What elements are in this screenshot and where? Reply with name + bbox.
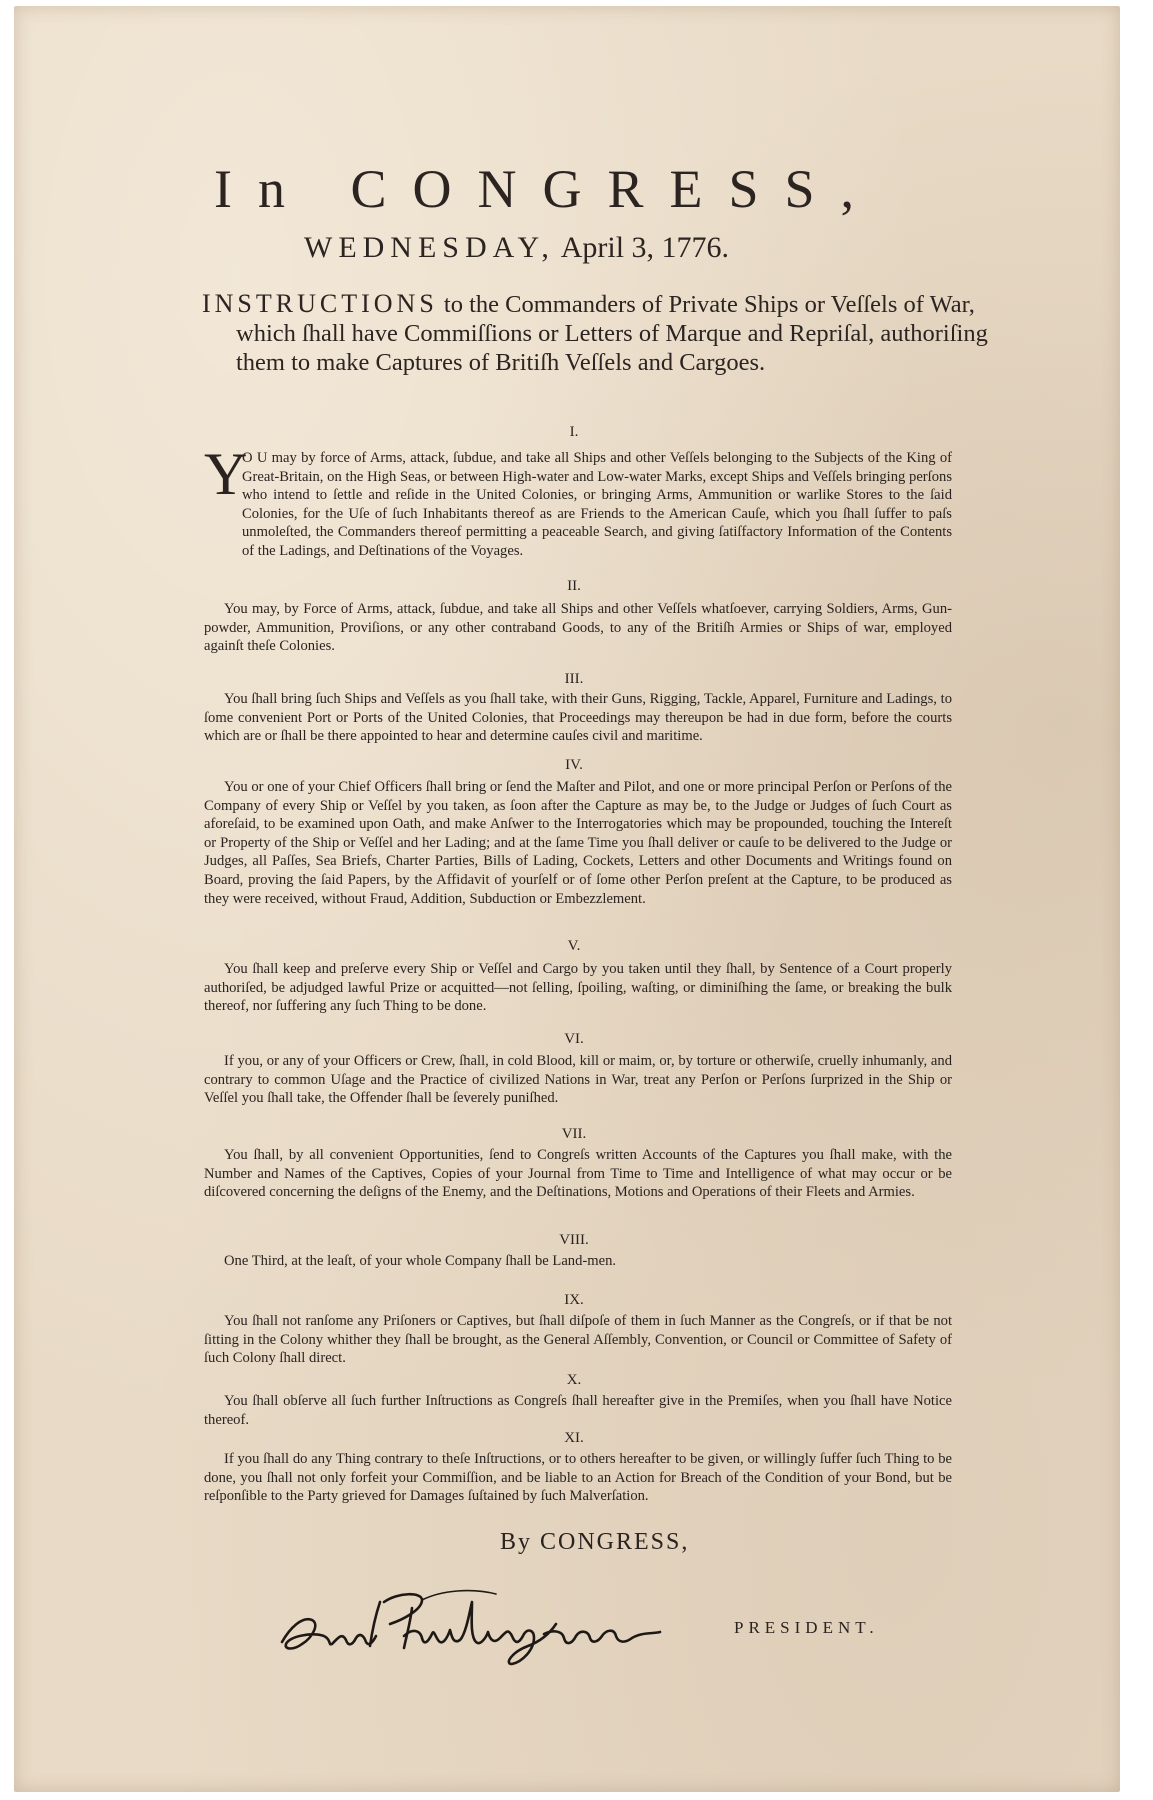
document-date — [304, 231, 924, 265]
section-numeral: I. — [569, 424, 579, 440]
section-text: O U may by force of Arms, attack, ſubdue, and take all Ships and other Veſſels belonging to the Subjects of the King of Great-Britain, on the High Seas, or between High-water and Low-water Marks, except Ships and Veſſels bringing perſons who intend to ſettle and reſide in the United Colonies, or bringing Arms, Ammunition or warlike Stores to the ſaid Colonies, for the Uſe of ſuch Inhabitants thereof as are Friends to the American Cauſe, which you ſhall ſuffer to paſs unmoleſted, the Commanders thereof permitting a peaceable Search, and giving ſatiſfactory Information of the Contents of the Ladings, and Deſtinations of the Voyages. — [242, 450, 952, 559]
instructions-heading — [202, 289, 996, 377]
drop-cap: Y — [204, 441, 248, 507]
section-numeral: VI. — [564, 1031, 584, 1047]
section-numeral: IV. — [565, 757, 583, 773]
section-text: One Third, at the leaſt, of your whole Company ſhall be Land-men. — [224, 1253, 617, 1269]
closing-by-congress: By CONGRESS, — [500, 1529, 690, 1555]
section-numeral: V. — [567, 938, 581, 954]
section-numeral: X. — [566, 1372, 582, 1388]
section-numeral: II. — [567, 578, 581, 594]
signature-title: PRESIDENT. — [734, 1618, 879, 1637]
section-numeral: VIII. — [559, 1232, 589, 1248]
section-text: You ſhall, by all convenient Opportunities, ſend to Congreſs written Accounts of the Captures you ſhall make, with the Number and Names of the Captives, Copies of your Journal from Time to Time and Intelligence of what may occur or be diſcovered concerning the deſigns of the Enemy, and the Deſtinations, Motions and Operations of their Fleets and Armies. — [204, 1147, 952, 1201]
section-text: You ſhall bring ſuch Ships and Veſſels as you ſhall take, with their Guns, Rigging, Tackle, Apparel, Furniture and Ladings, to ſome convenient Port or Ports of the United Colonies, that Proceedings may thereupon be had in due form, before the courts which are or ſhall be there appointed to hear and determine cauſes civil and maritime. — [204, 691, 952, 745]
section-text: If you, or any of your Officers or Crew, ſhall, in cold Blood, kill or maim, or, by torture or otherwiſe, cruelly inhumanly, and contrary to common Uſage and the Practice of civilized Nations in War, treat any Perſon or Perſons ſurprized in the Ship or Veſſel you ſhall take, the Offender ſhall be ſeverely puniſhed. — [204, 1053, 952, 1107]
section-numeral: XI. — [564, 1430, 584, 1446]
section-numeral: VII. — [561, 1126, 587, 1142]
section-numeral: III. — [564, 671, 584, 687]
document-title: In CONGRESS, — [214, 159, 881, 219]
signature — [272, 1580, 722, 1670]
section-text: You may, by Force of Arms, attack, ſubdue, and take all Ships and other Veſſels whatſoever, carrying Soldiers, Arms, Gun-powder, Ammunition, Proviſions, or any other contraband Goods, to any of the Britiſh Armies or Ships of war, employed againſt theſe Colonies. — [204, 601, 952, 655]
heading-rest: to the Commanders of Private Ships or Veſſels of War, which ſhall have Commiſſions or Letters of Marque and Repriſal, authoriſing them to make Captures of Britiſh Veſſels and Cargoes. — [236, 291, 988, 376]
date-rest: April 3, 1776. — [560, 231, 730, 264]
section-text: You ſhall keep and preſerve every Ship or Veſſel and Cargo by you taken until they ſhall, by Sentence of a Court properly authoriſed, be adjudged lawful Prize or acquitted—not ſelling, ſpoiling, waſting, or diminiſhing the ſame, or breaking the bulk thereof, nor ſuffering any ſuch Thing to be done. — [204, 961, 952, 1015]
section-text: You or one of your Chief Officers ſhall bring or ſend the Maſter and Pilot, and one or more principal Perſon or Perſons of the Company of every Ship or Veſſel by you taken, as ſoon after the Capture as may be, to the Judge or Judges of ſuch Court as aforeſaid, to be examined upon Oath, and make Anſwer to the Interrogatories which may be propounded, touching the Intereſt or Property of the Ship or Veſſel and her Lading; and at the ſame Time you ſhall deliver or cauſe to be delivered to the Judge or Judges, all Paſſes, Sea Briefs, Charter Parties, Bills of Lading, Cockets, Letters and other Documents and Writings found on Board, proving the ſaid Papers, by the Affidavit of yourſelf or of ſome other Perſon preſent at the Capture, to be produced as they were received, without Fraud, Addition, Subduction or Embezzlement. — [204, 779, 952, 907]
date-day: WEDNESDAY, — [304, 231, 555, 264]
heading-caps: INSTRUCTIONS — [202, 289, 438, 318]
section-numeral: IX. — [564, 1292, 584, 1308]
section-text: If you ſhall do any Thing contrary to theſe Inſtructions, or to others hereafter to be given, or willingly ſuffer ſuch Thing to be done, you ſhall not only forfeit your Commiſſion, and be liable to an Action for Breach of the Condition of your Bond, but be reſponſible to the Party grieved for Damages ſuſtained by ſuch Malverſation. — [204, 1451, 952, 1505]
document-sheet — [14, 6, 1120, 1792]
section-text: You ſhall not ranſome any Priſoners or Captives, but ſhall diſpoſe of them in ſuch Manner as the Congreſs, or if that be not ſitting in the Colony whither they ſhall be brought, as the General Aſſembly, Convention, or Council or Committee of Safety of ſuch Colony ſhall direct. — [204, 1313, 952, 1367]
section-text: You ſhall obſerve all ſuch further Inſtructions as Congreſs ſhall hereafter give in the Premiſes, when you ſhall have Notice thereof. — [204, 1393, 952, 1428]
